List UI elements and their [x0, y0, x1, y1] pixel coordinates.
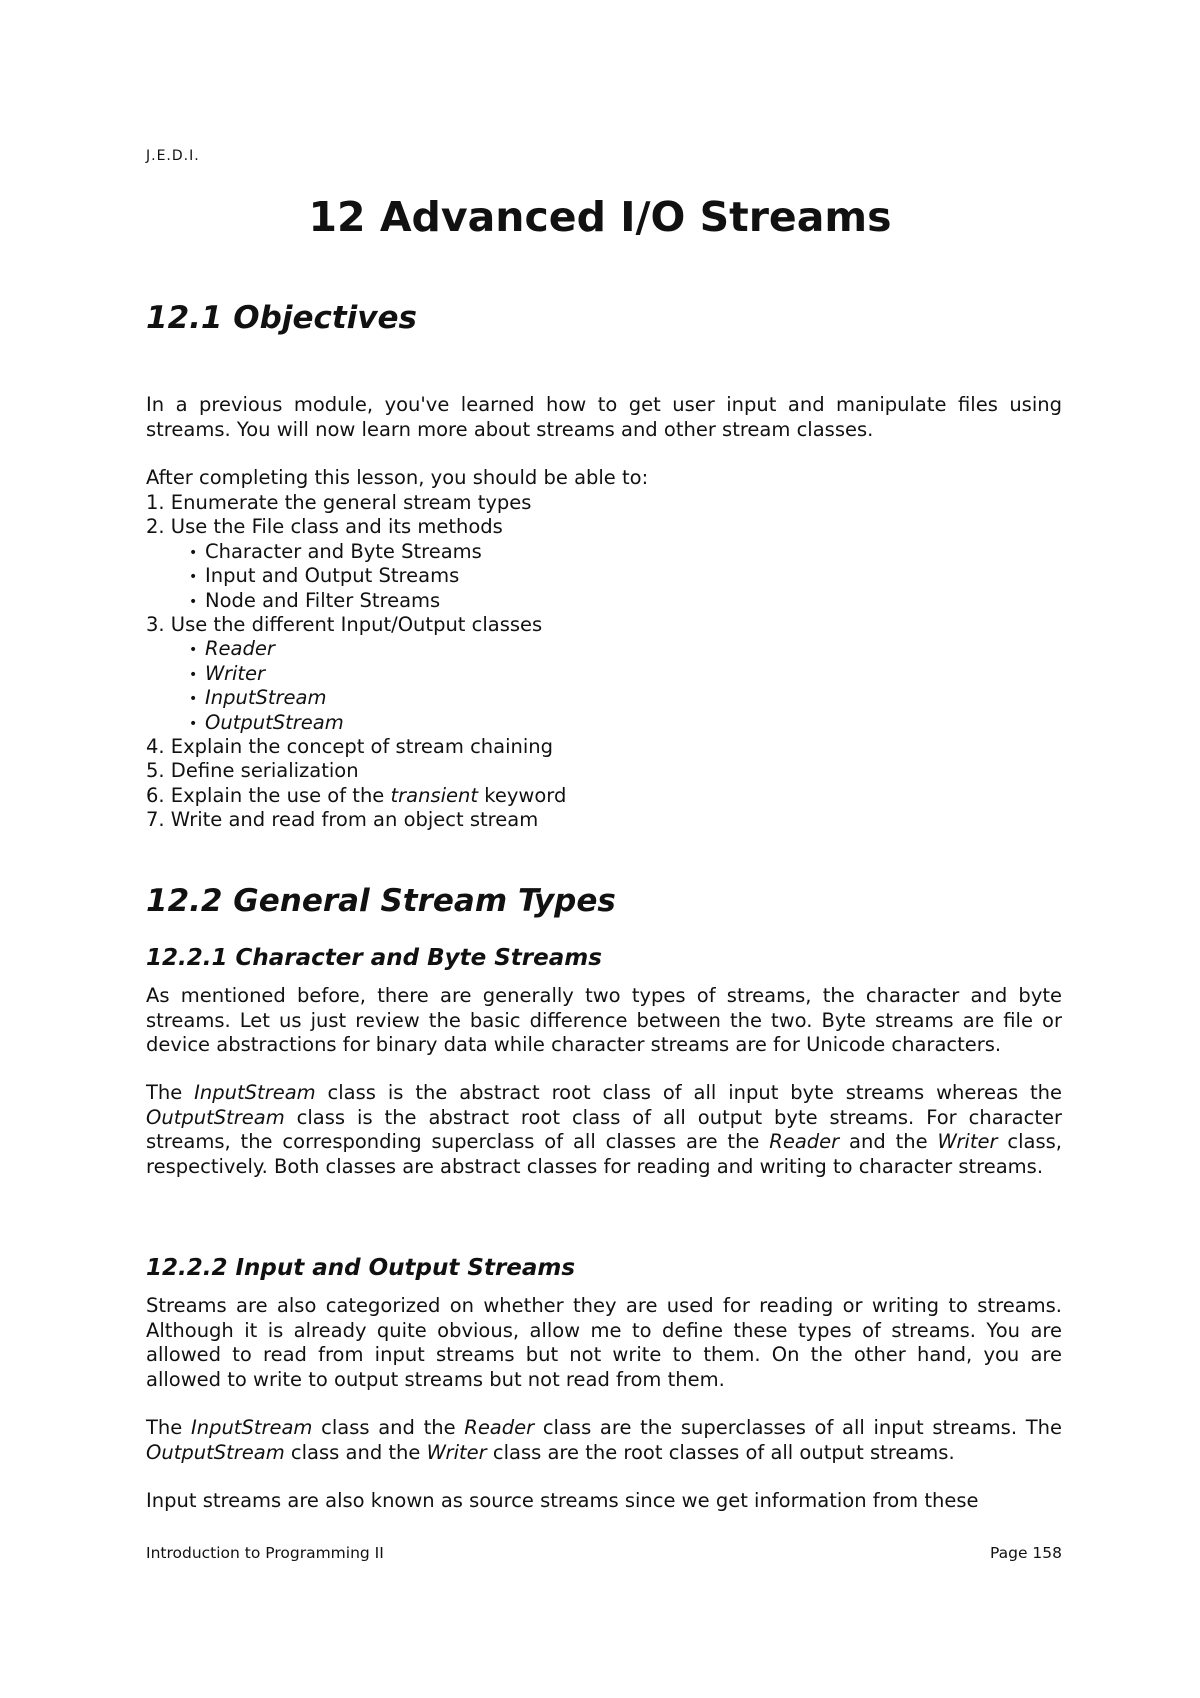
sub-list-item: [146, 564, 566, 588]
input-output-paragraph-1: Streams are also categorized on whether they are used for reading or writing to streams. Although it is already quite obvious, allow me to define these types of streams. You are allowed to read from input streams but not write to them. On the other hand, you are allowed to write to output streams but not read from them.: [146, 1294, 1062, 1391]
class-name: Writer: [937, 1130, 998, 1153]
class-name: Reader: [464, 1416, 535, 1439]
sub-list-item: [146, 637, 566, 661]
list-item: [146, 491, 566, 515]
class-name: Writer: [426, 1440, 487, 1464]
list-item-text: 4. Explain the concept of stream chaining: [146, 734, 554, 758]
list-item-text: Node and Filter Streams: [205, 588, 441, 612]
list-item-text: keyword: [478, 783, 567, 807]
class-name: Reader: [769, 1130, 840, 1153]
running-header: J.E.D.I.: [146, 148, 200, 164]
bullet-icon: •: [189, 715, 198, 732]
sub-list-item: [146, 686, 566, 710]
list-item-text: 6. Explain the use of the: [146, 783, 391, 807]
list-item: [146, 784, 566, 808]
list-item-text: Input and Output Streams: [205, 564, 460, 588]
bullet-icon: •: [189, 593, 198, 610]
bullet-icon: •: [189, 544, 198, 561]
list-item-text: OutputStream: [205, 710, 344, 734]
bullet-icon: •: [189, 666, 198, 683]
list-item-text: Character and Byte Streams: [205, 539, 482, 563]
bullet-icon: •: [189, 569, 198, 586]
list-item-text: Writer: [205, 661, 266, 685]
subsection-heading-input-output: 12.2.2 Input and Output Streams: [146, 1255, 576, 1281]
class-name: InputStream: [190, 1416, 313, 1439]
section-heading-general-stream-types: 12.2 General Stream Types: [146, 883, 616, 919]
bullet-icon: •: [189, 691, 198, 708]
footer-page-number: Page 158: [989, 1544, 1062, 1562]
character-byte-paragraph-1: As mentioned before, there are generally two types of streams, the character and byte streams. Let us just review the basic difference between the two. Byte streams are file or device abstractions for binary data while character streams are for Unicode characters.: [146, 984, 1062, 1056]
input-output-paragraph-3: Input streams are also known as source streams since we get information from these: [146, 1489, 979, 1512]
list-item: [146, 759, 566, 783]
list-item-emphasis: transient: [390, 783, 479, 807]
list-item: [146, 735, 566, 759]
list-item-text: 1. Enumerate the general stream types: [146, 491, 532, 514]
list-item: [146, 808, 566, 832]
section-heading-objectives: 12.1 Objectives: [146, 300, 417, 336]
objectives-lead-text: After completing this lesson, you should be able to:: [146, 466, 649, 489]
character-byte-paragraph-2: The InputStream class is the abstract root class of all input byte streams whereas the OutputStream class is the abstract root class of all output byte streams. For character streams, the corresponding superclass of all classes are the Reader and the Writer class, respectively. Both classes are abstract classes for reading and writing to character streams.: [146, 1081, 1062, 1178]
class-name: OutputStream: [146, 1440, 285, 1464]
class-name: InputStream: [194, 1081, 316, 1104]
list-item-text: 5. Define serialization: [146, 759, 359, 783]
list-item: [146, 613, 566, 637]
list-item-text: InputStream: [205, 686, 327, 710]
list-item: [146, 515, 566, 539]
sub-list-item: [146, 662, 566, 686]
input-output-paragraph-2: The InputStream class and the Reader class are the superclasses of all input streams. The OutputStream class and the Writer class are the root classes of all output streams.: [146, 1416, 1062, 1464]
footer-book-title: Introduction to Programming II: [146, 1544, 384, 1562]
sub-list-item: [146, 540, 566, 564]
list-item-text: 3. Use the different Input/Output classes: [146, 612, 543, 636]
bullet-icon: •: [189, 642, 198, 659]
chapter-title: 12 Advanced I/O Streams: [308, 193, 892, 241]
list-item-text: 2. Use the File class and its methods: [146, 515, 503, 539]
class-name: OutputStream: [146, 1105, 285, 1129]
list-item-text: 7. Write and read from an object stream: [146, 808, 539, 832]
sub-list-item: [146, 589, 566, 613]
objectives-intro-paragraph: In a previous module, you've learned how to get user input and manipulate files using streams. You will now learn more about streams and other stream classes.: [146, 393, 1062, 441]
subsection-heading-character-byte: 12.2.1 Character and Byte Streams: [146, 945, 602, 971]
objectives-list: [146, 491, 566, 832]
sub-list-item: [146, 711, 566, 735]
list-item-text: Reader: [205, 637, 275, 661]
